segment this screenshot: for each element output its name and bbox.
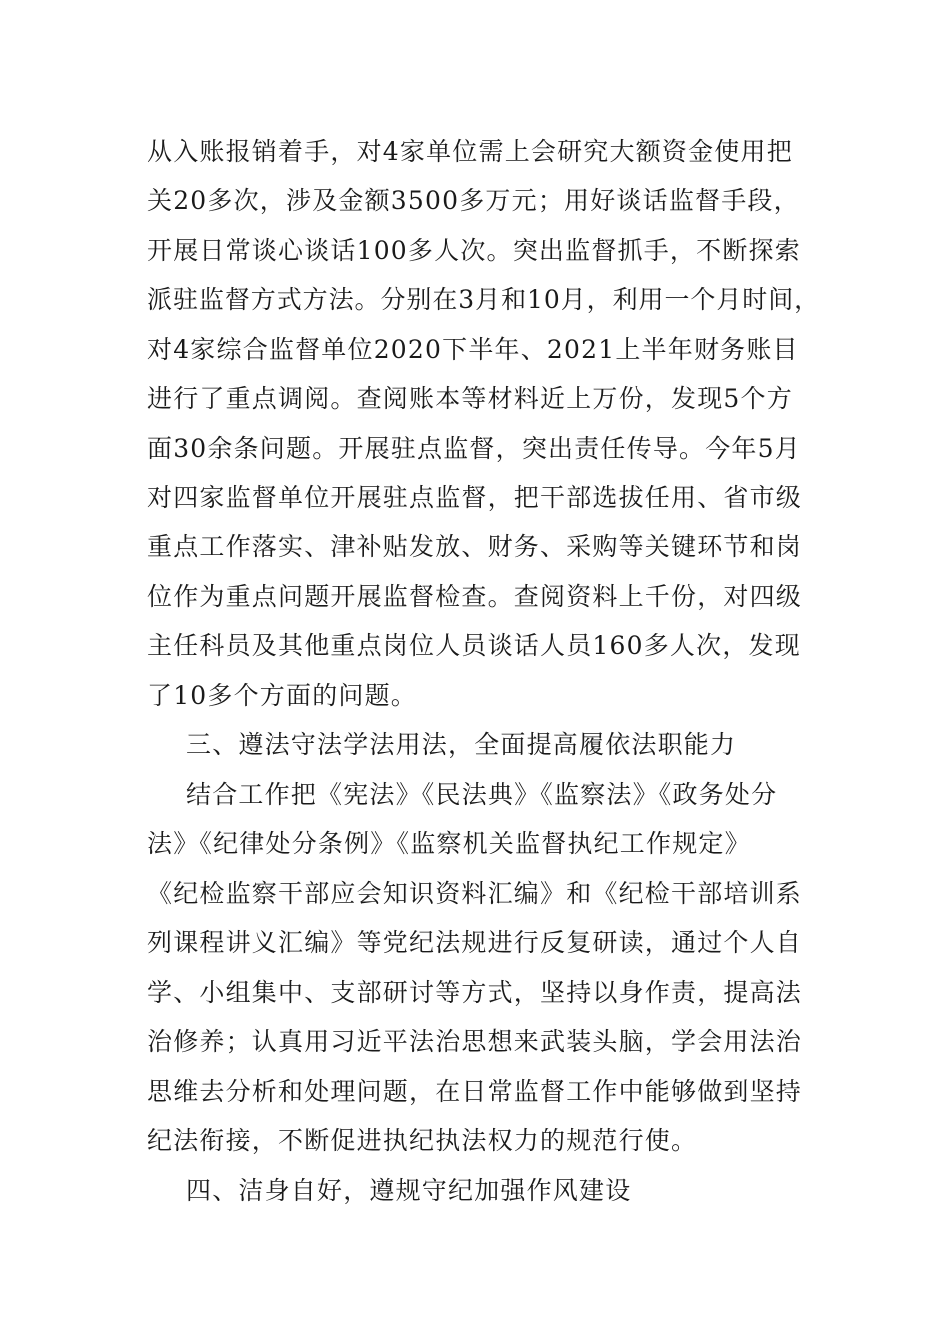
paragraph-line: 对四家监督单位开展驻点监督，把干部选拔任用、省市级 (147, 483, 803, 512)
paragraph-line: 面30余条问题。开展驻点监督，突出责任传导。今年5月 (147, 434, 801, 463)
paragraph-line: 纪法衔接，不断促进执纪执法权力的规范行使。 (147, 1126, 698, 1155)
paragraph-line: 对4家综合监督单位2020下半年、2021上半年财务账目 (147, 335, 799, 364)
paragraph-line: 了10多个方面的问题。 (147, 681, 418, 710)
section-3-heading: 三、遵法守法学法用法，全面提高履依法职能力 (186, 730, 737, 759)
paragraph-line: 《纪检监察干部应会知识资料汇编》和《纪检干部培训系 (147, 879, 803, 908)
paragraph-line: 位作为重点问题开展监督检查。查阅资料上千份，对四级 (147, 582, 803, 611)
paragraph-line: 开展日常谈心谈话100多人次。突出监督抓手，不断探索 (147, 236, 801, 265)
paragraph-line: 重点工作落实、津补贴发放、财务、采购等关键环节和岗 (147, 532, 803, 561)
paragraph-line: 关20多次，涉及金额3500多万元；用好谈话监督手段， (147, 186, 800, 215)
paragraph-line: 学、小组集中、支部研讨等方式，坚持以身作责，提高法 (147, 978, 803, 1007)
section-4-heading: 四、洁身自好，遵规守纪加强作风建设 (186, 1176, 632, 1205)
paragraph-line: 法》《纪律处分条例》《监察机关监督执纪工作规定》 (147, 829, 751, 858)
paragraph-line: 治修养；认真用习近平法治思想来武装头脑，学会用法治 (147, 1027, 803, 1056)
paragraph-line: 主任科员及其他重点岗位人员谈话人员160多人次，发现 (147, 631, 801, 660)
paragraph-line: 列课程讲义汇编》等党纪法规进行反复研读，通过个人自 (147, 928, 803, 957)
paragraph-line: 从入账报销着手，对4家单位需上会研究大额资金使用把 (147, 137, 793, 166)
paragraph-line: 思维去分析和处理问题，在日常监督工作中能够做到坚持 (147, 1077, 803, 1106)
paragraph-line: 派驻监督方式方法。分别在3月和10月，利用一个月时间， (147, 285, 821, 314)
paragraph-line: 结合工作把《宪法》《民法典》《监察法》《政务处分 (186, 780, 778, 809)
paragraph-line: 进行了重点调阅。查阅账本等材料近上万份，发现5个方 (147, 384, 793, 413)
